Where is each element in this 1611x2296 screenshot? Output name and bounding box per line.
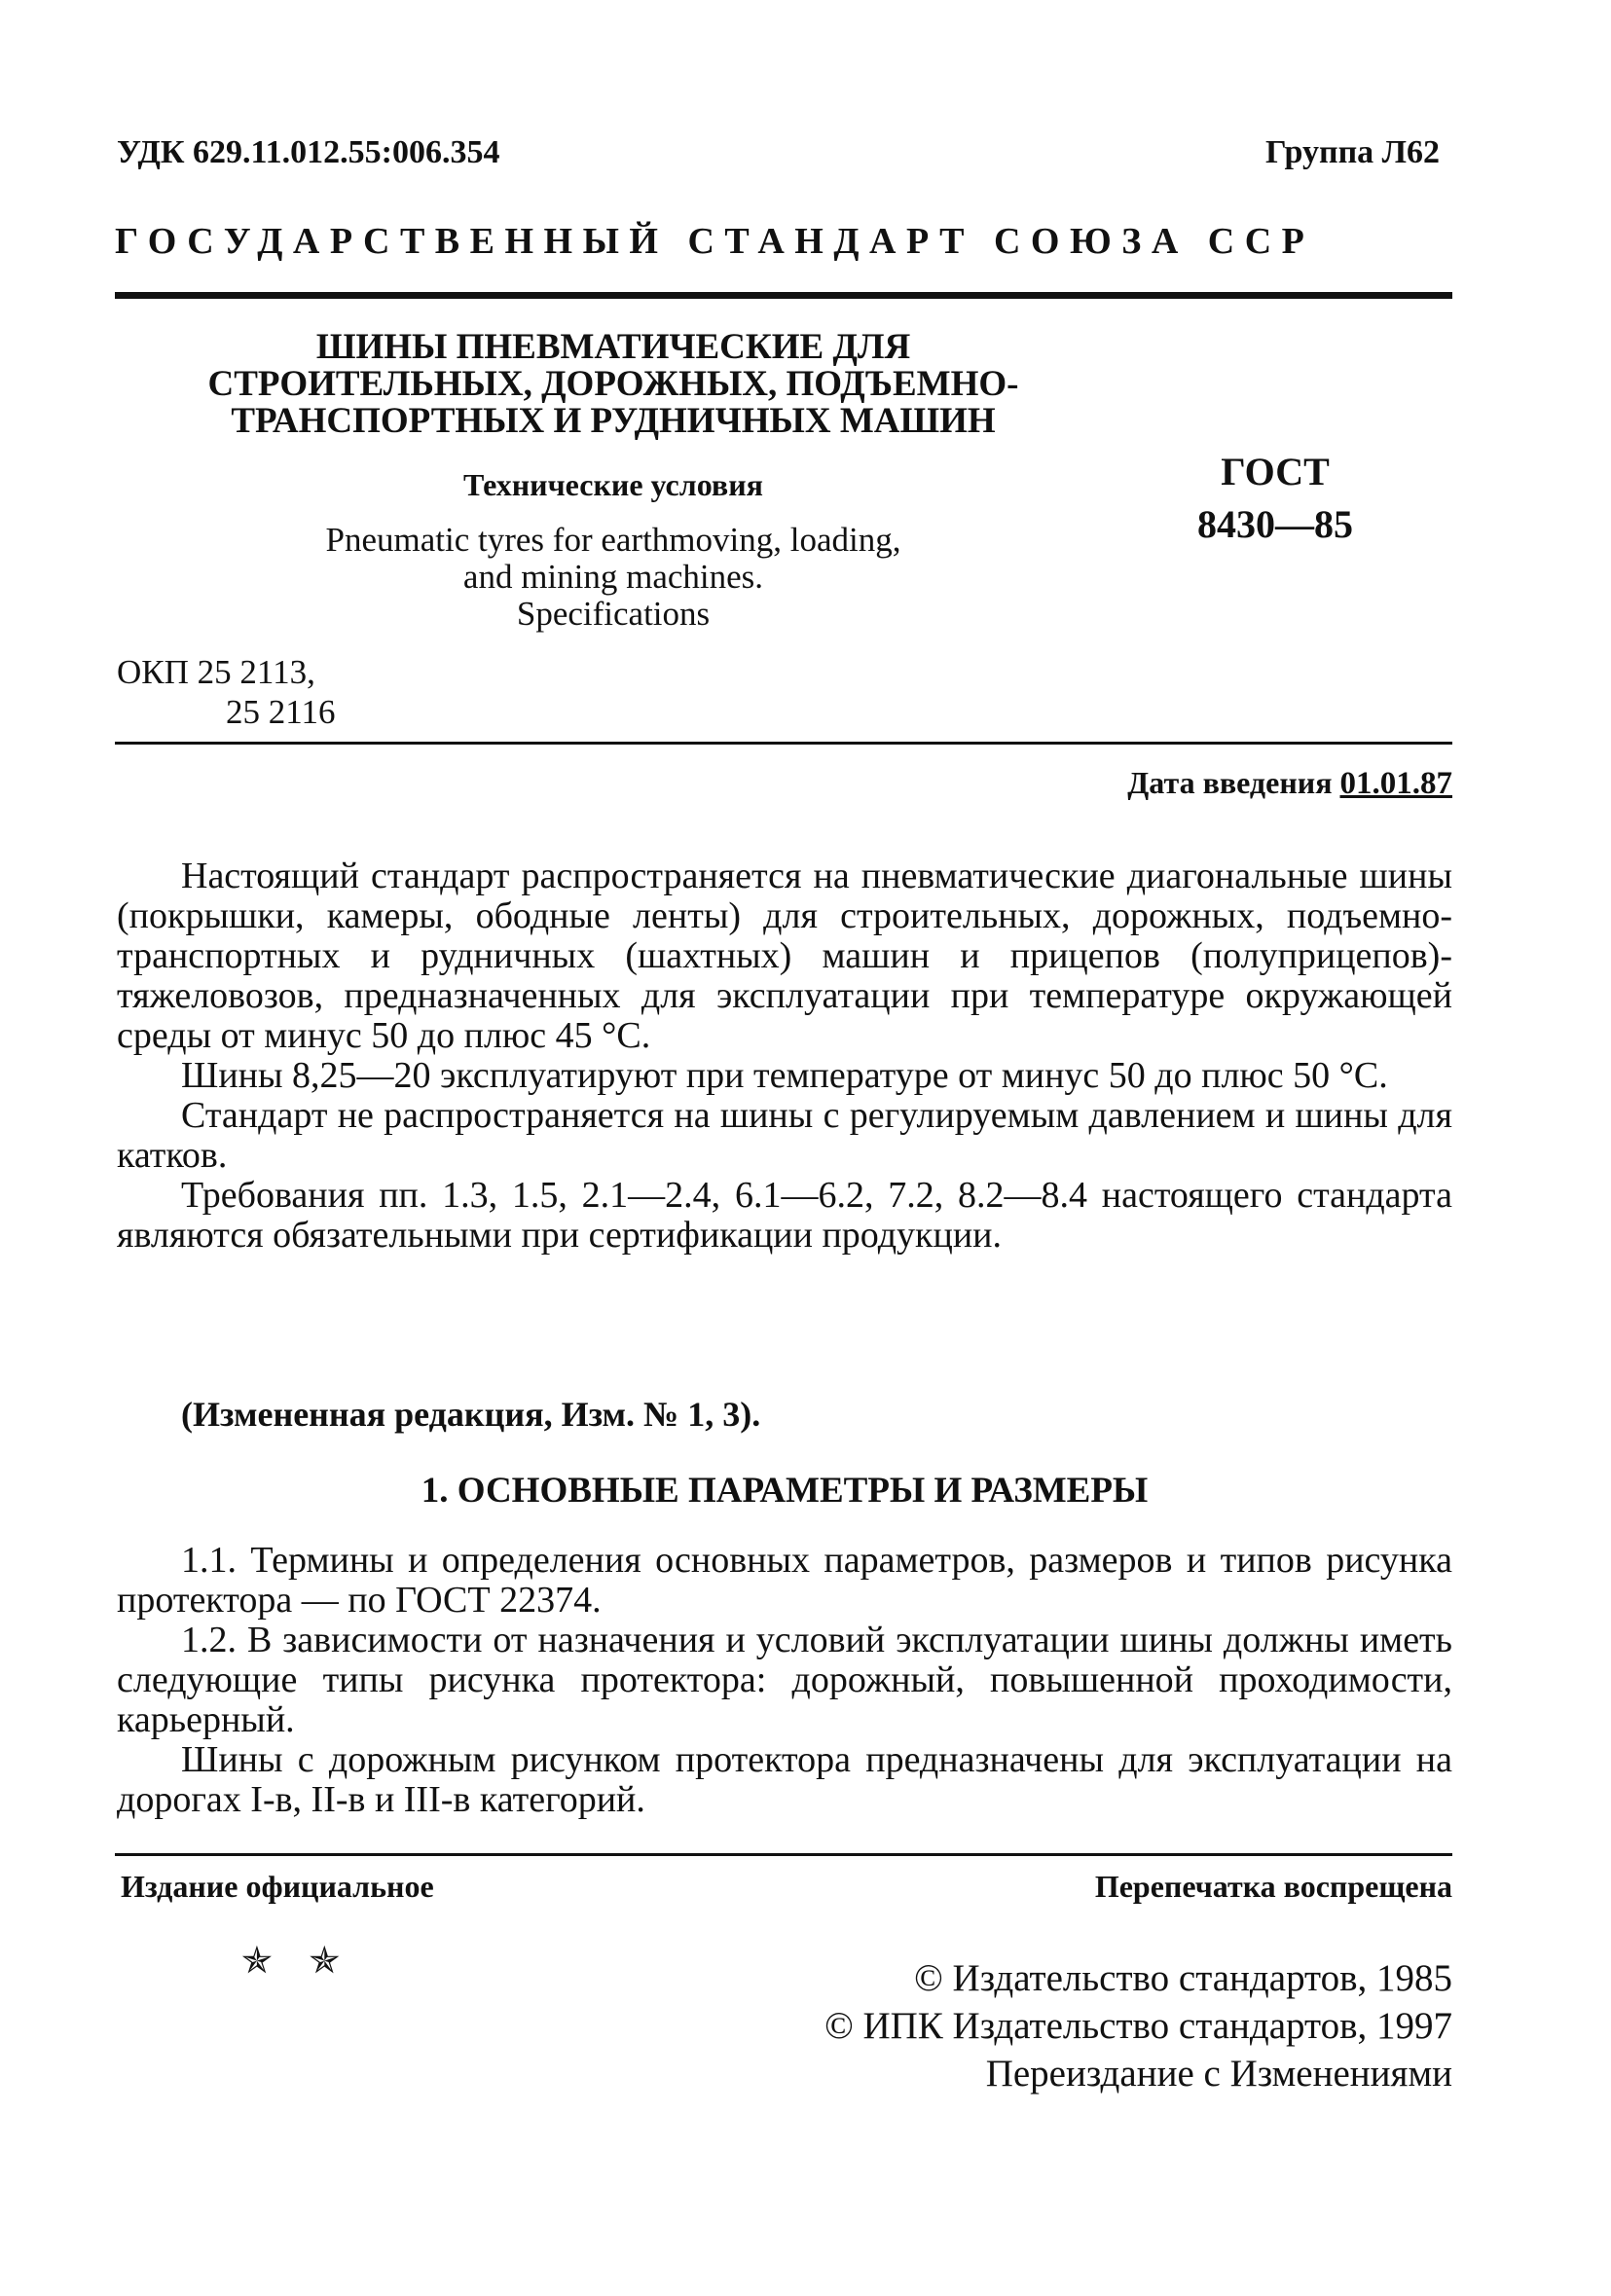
english-title: [146, 522, 1080, 633]
intro-text: [117, 856, 1452, 1256]
section-heading: 1. ОСНОВНЫЕ ПАРАМЕТРЫ И РАЗМЕРЫ: [421, 1471, 1149, 1511]
stars-icon: ✯ ✯: [241, 1941, 354, 1982]
gost-designation: [1149, 446, 1402, 551]
section-paragraph: 1.1. Термины и определения основных параметров, размеров и типов рисунка протектора — по ГОСТ 22374.: [117, 1540, 1452, 1621]
copyright-line: © Издательство стандартов, 1985: [914, 1957, 1452, 1999]
section-paragraph: Шины с дорожным рисунком протектора предназначены для эксплуатации на дорогах I-в, II-в и III-в категорий.: [117, 1739, 1452, 1820]
gost-number: 8430—85: [1197, 502, 1353, 546]
intro-paragraph: Шины 8,25—20 эксплуатируют при температуре от минус 50 до плюс 50 °С.: [181, 1055, 1388, 1096]
section-paragraph: 1.2. В зависимости от назначения и условий эксплуатации шины должны иметь следующие типы рисунка протектора: дорожный, повышенной проходимости, карьерный.: [117, 1620, 1452, 1740]
title-line: ТРАНСПОРТНЫХ И РУДНИЧНЫХ МАШИН: [231, 401, 996, 441]
copyright-line: Переиздание с Изменениями: [985, 2053, 1452, 2095]
title-line: СТРОИТЕЛЬНЫХ, ДОРОЖНЫХ, ПОДЪЕМНО-: [207, 364, 1019, 404]
document-title: [146, 329, 1080, 440]
date-label: Дата введения: [1127, 765, 1333, 800]
middle-rule: [115, 742, 1452, 745]
udk-code: УДК 629.11.012.55:006.354: [117, 134, 500, 170]
state-standard-heading: ГОСУДАРСТВЕННЫЙ СТАНДАРТ СОЮЗА ССР: [115, 221, 1315, 262]
english-title-line: Pneumatic tyres for earthmoving, loading,: [325, 521, 901, 559]
amendment-note: (Измененная редакция, Изм. № 1, 3).: [181, 1395, 761, 1434]
date-value: 01.01.87: [1339, 766, 1452, 801]
english-title-line: and mining machines.: [462, 558, 764, 596]
intro-paragraph: Стандарт не распространяется на шины с регулируемым давлением и шины для катков.: [117, 1095, 1452, 1176]
introduction-date: [1127, 765, 1452, 802]
intro-paragraph: Требования пп. 1.3, 1.5, 2.1—2.4, 6.1—6.2, 7.2, 8.2—8.4 настоящего стандарта являются обязательными при сертификации продукции.: [117, 1175, 1452, 1256]
reprint-prohibited-label: Перепечатка воспрещена: [1094, 1869, 1452, 1904]
official-edition-label: Издание официальное: [121, 1869, 434, 1904]
copyright-line: © ИПК Издательство стандартов, 1997: [824, 2005, 1452, 2047]
document-subtitle: Технические условия: [463, 467, 763, 502]
top-thick-rule: [115, 292, 1452, 299]
group-code: Группа Л62: [1265, 134, 1440, 170]
footer-rule: [115, 1853, 1452, 1856]
intro-paragraph: Настоящий стандарт распространяется на пневматические диагональные шины (покрышки, камеры, ободные ленты) для строительных, дорожных, подъемно-транспортных и рудничных (шахтных) машин и прицепов (полуприцепов)-тяжеловозов, предназначенных для эксплуатации при температуре окружающей среды от минус 50 до плюс 45 °С.: [117, 856, 1452, 1056]
english-title-line: Specifications: [516, 595, 711, 633]
title-line: ШИНЫ ПНЕВМАТИЧЕСКИЕ ДЛЯ: [315, 327, 911, 367]
copyright-block: [824, 1954, 1452, 2097]
section-text: [117, 1541, 1452, 1820]
okp-line: 25 2116: [226, 693, 336, 731]
okp-codes: [117, 652, 335, 732]
okp-line: ОКП 25 2113,: [117, 653, 315, 691]
gost-label: ГОСТ: [1221, 450, 1330, 493]
